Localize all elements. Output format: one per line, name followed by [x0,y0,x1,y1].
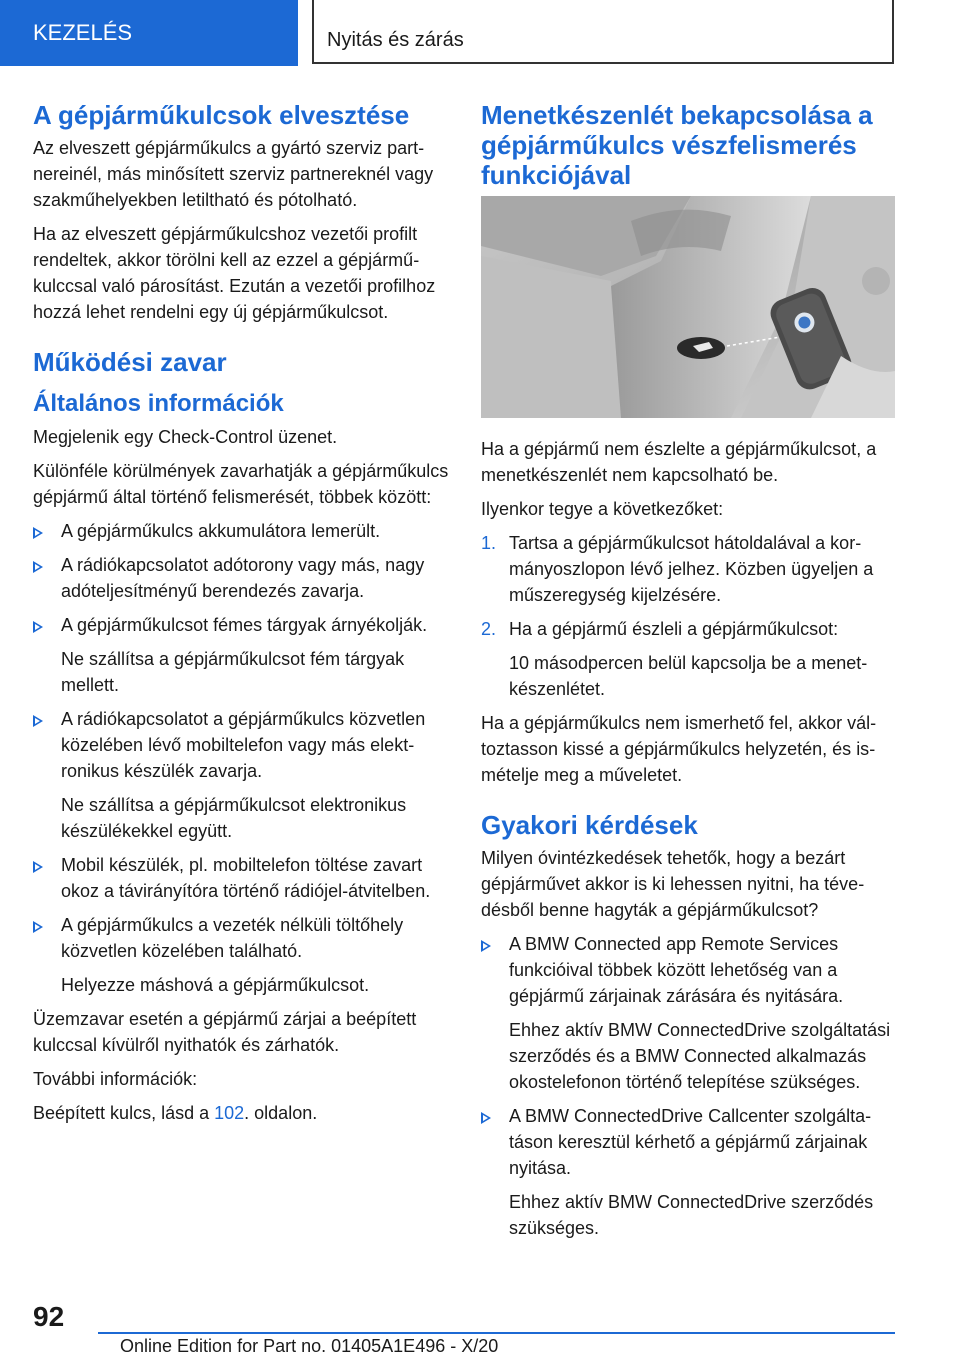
left-column [33,100,451,1134]
general-info-paragraph-2: Különféle körülmények zavarhatják a gépjárműkulcs gépjármű által történő felismerését, többek között: [33,461,449,507]
list-item-note: Ehhez aktív BMW ConnectedDrive szolgáltatási szerződés és a BMW Connected alkalmazás okostelefonon történő telepítése szükséges. [509,1020,891,1092]
right-column [481,100,895,1249]
lost-key-heading: A gépjárműkulcsok elvesztése [33,100,410,130]
list-item-note: Helyezze máshová a gépjárműkulcsot. [61,975,370,995]
triangle-bullet-icon [33,527,43,539]
step-item: 2. Ha a gépjármű észleli a gépjárműkulcsot: [481,616,895,642]
malfunction-heading: Működési zavar [33,347,227,377]
list-item: A gépjárműkulcs a vezeték nélküli töltőhely közvetlen közelében található. [33,912,451,964]
list-item: Mobil készülék, pl. mobiltelefon töltése zavart okoz a távirányítóra történő rádiójel-átvitelben. [33,852,451,904]
chapter-header [312,0,894,64]
faq-question: Milyen óvintézkedések tehetők, hogy a bezárt gépjárművet akkor is ki lehessen nyitni, ha tévedésből benne hagyták a gépjárműkulcsot? [481,848,865,920]
step-number: 1. [481,533,497,553]
page-link[interactable]: 102 [214,1103,245,1123]
triangle-bullet-icon [33,861,43,873]
list-item: A BMW Connected app Remote Services funkcióival többek között lehetőség van a gépjármű zárjainak zárására és nyitására. [481,931,895,1009]
step-note: 10 másodpercen belül kapcsolja be a menetkészenlétet. [509,653,868,699]
triangle-bullet-icon [481,940,491,952]
list-item-note: Ehhez aktív BMW ConnectedDrive szerződés szükséges. [509,1192,874,1238]
lost-key-paragraph-2: Ha az elveszett gépjárműkulcshoz vezetői profilt rendeltek, akkor törölni kell az ezzel a gépjárműkulccsal való párosítást. Ezután a vezetői profilhoz hozzá lehet rendelni egy új gépjárműkulcsot. [33,224,436,322]
triangle-bullet-icon [33,921,43,933]
footer-divider [98,1332,895,1334]
list-item-note: Ne szállítsa a gépjárműkulcsot elektronikus készülékekkel együtt. [61,795,407,841]
faq-heading: Gyakori kérdések [481,810,698,840]
emergency-paragraph-3: Ha a gépjárműkulcs nem ismerhető fel, akkor változtasson kissé a gépjárműkulcs helyzetén, és ismételje meg a műveletet. [481,713,877,785]
list-item: A gépjárműkulcs akkumulátora lemerült. [33,518,451,544]
section-label: KEZELÉS [33,20,133,45]
general-info-paragraph-1: Megjelenik egy Check-Control üzenet. [33,427,338,447]
triangle-bullet-icon [33,621,43,633]
triangle-bullet-icon [481,1112,491,1124]
section-tab [0,0,298,66]
steering-column-key-photo [481,196,895,418]
chapter-title: Nyitás és zárás [327,29,464,51]
list-item: A rádiókapcsolatot a gépjárműkulcs közvetlen közelében lévő mobiltelefon vagy más elektronikus készülék zavarja. [33,706,451,784]
list-item-note: Ne szállítsa a gépjárműkulcsot fém tárgyak mellett. [61,649,405,695]
emergency-paragraph-2: Ilyenkor tegye a következőket: [481,499,724,519]
triangle-bullet-icon [33,715,43,727]
general-info-heading: Általános információk [33,390,284,417]
emergency-paragraph-1: Ha a gépjármű nem észlelte a gépjárműkulcsot, a menetkészenlét nem kapcsolható be. [481,439,877,485]
step-item: 1. Tartsa a gépjárműkulcsot hátoldalával a kormányoszlopon lévő jelhez. Közben ügyeljen a műszeregység kijelzésére. [481,530,895,608]
step-number: 2. [481,619,497,639]
lost-key-paragraph-1: Az elveszett gépjárműkulcs a gyártó szerviz partnereinél, más minősített szerviz partnereknél vagy szakműhelyekben letiltható és pótolható. [33,138,434,210]
cross-reference: Beépített kulcs, lásd a 102. oldalon. [33,1103,318,1123]
triangle-bullet-icon [33,561,43,573]
page-number: 92 [33,1301,65,1332]
list-item: A BMW ConnectedDrive Callcenter szolgáltatáson keresztül kérhető a gépjármű zárjainak nyitása. [481,1103,895,1181]
edition-text: Online Edition for Part no. 01405A1E496 - X/20 [120,1336,499,1356]
malfunction-paragraph: Üzemzavar esetén a gépjármű zárjai a beépített kulccsal kívülről nyithatók és zárhatók. [33,1009,417,1055]
list-item: A gépjárműkulcsot fémes tárgyak árnyékolják. [33,612,451,638]
list-item: A rádiókapcsolatot adótorony vagy más, nagy adóteljesítményű berendezés zavarja. [33,552,451,604]
more-info-label: További információk: [33,1069,198,1089]
emergency-detection-heading: Menetkészenlét bekapcsolása a gépjárműkulcs vészfelismerés funkciójával [481,100,873,190]
